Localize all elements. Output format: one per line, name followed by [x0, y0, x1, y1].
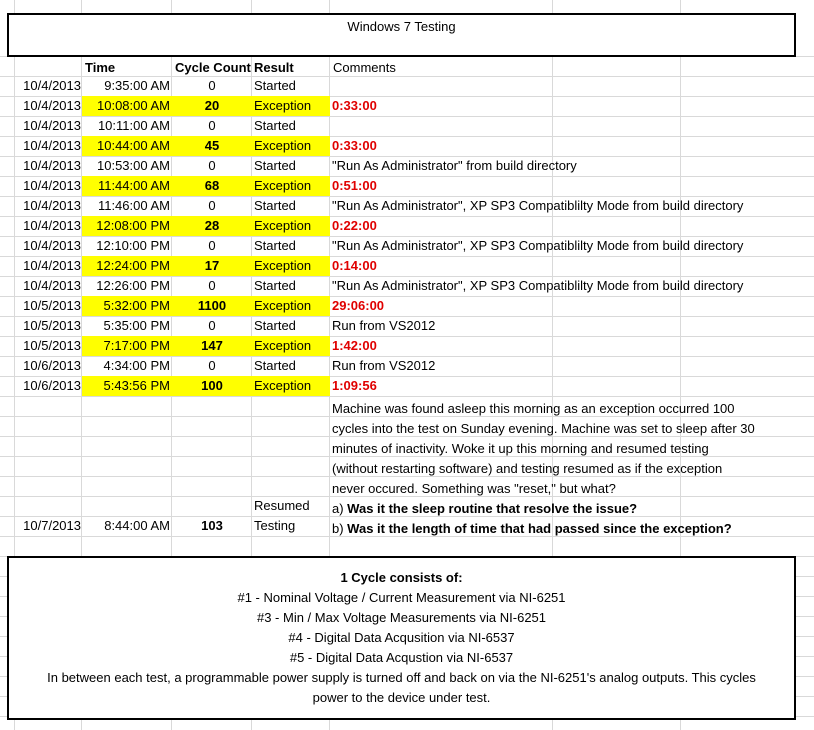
note-line: never occured. Something was "reset," but what?	[332, 481, 616, 496]
result-cell[interactable]: Started	[254, 158, 296, 173]
date-cell[interactable]: 10/4/2013	[23, 98, 81, 113]
date-cell[interactable]: 10/7/2013	[23, 518, 81, 533]
header-cycle-count[interactable]: Cycle Count	[175, 60, 251, 75]
table-row	[0, 376, 814, 396]
date-cell[interactable]: 10/4/2013	[23, 158, 81, 173]
time-cell[interactable]: 11:46:00 AM	[97, 198, 170, 213]
date-cell[interactable]: 10/4/2013	[23, 198, 81, 213]
cycle-count-cell[interactable]: 103	[201, 518, 223, 533]
comment-cell[interactable]: Run from VS2012	[332, 318, 436, 333]
result-cell[interactable]: Exception	[252, 176, 330, 196]
cycle-count-cell[interactable]: 68	[172, 176, 252, 196]
cycle-step: #4 - Digital Data Acqusition via NI-6537	[288, 630, 515, 645]
date-cell[interactable]: 10/5/2013	[23, 298, 81, 313]
cycle-info-footer: power to the device under test.	[312, 690, 491, 705]
cycle-count-cell[interactable]: 1100	[172, 296, 252, 316]
date-cell[interactable]: 10/4/2013	[23, 218, 81, 233]
time-cell[interactable]: 10:08:00 AM	[82, 96, 172, 116]
result-cell[interactable]: Testing	[254, 518, 296, 533]
comment-cell[interactable]: "Run As Administrator", XP SP3 Compatiblilty Mode from build directory	[332, 278, 744, 293]
date-cell[interactable]: 10/5/2013	[23, 338, 81, 353]
time-cell[interactable]: 4:34:00 PM	[103, 358, 170, 373]
result-cell[interactable]: Started	[254, 198, 296, 213]
cycle-count-cell[interactable]: 100	[172, 376, 252, 396]
date-cell[interactable]: 10/4/2013	[23, 138, 81, 153]
comment-cell[interactable]: Run from VS2012	[332, 358, 436, 373]
table-row	[0, 216, 814, 236]
comment-cell[interactable]: 29:06:00	[332, 298, 385, 313]
cycle-count-cell[interactable]: 0	[208, 278, 216, 293]
comment-cell[interactable]	[330, 76, 814, 96]
date-cell[interactable]: 10/6/2013	[23, 378, 81, 393]
table-row-resumed-label	[0, 496, 814, 516]
cycle-count-cell[interactable]: 0	[208, 318, 216, 333]
result-cell[interactable]: Started	[254, 118, 296, 133]
table-row	[0, 156, 814, 176]
comment-cell[interactable]: 0:14:00	[332, 258, 377, 273]
cycle-count-cell[interactable]: 0	[208, 158, 216, 173]
table-row	[0, 256, 814, 276]
note-line: minutes of inactivity. Woke it up this morning and resumed testing	[332, 441, 709, 456]
table-row	[0, 276, 814, 296]
time-cell[interactable]: 10:11:00 AM	[97, 118, 170, 133]
result-cell[interactable]: Exception	[252, 256, 330, 276]
header-result[interactable]: Result	[254, 60, 294, 75]
note-line: (without restarting software) and testing resumed as if the exception	[332, 461, 723, 476]
table-row	[0, 96, 814, 116]
comment-cell[interactable]: 0:51:00	[332, 178, 377, 193]
comment-cell[interactable]: 1:09:56	[332, 378, 377, 393]
comment-cell[interactable]	[330, 116, 814, 136]
note-line: Machine was found asleep this morning as an exception occurred 100	[332, 401, 735, 416]
cycle-count-cell[interactable]: 0	[208, 198, 216, 213]
table-row	[0, 76, 814, 96]
cycle-count-cell[interactable]: 0	[208, 78, 216, 93]
cycle-count-cell[interactable]: 0	[208, 358, 216, 373]
cycle-count-cell[interactable]: 147	[172, 336, 252, 356]
result-cell[interactable]: Exception	[252, 296, 330, 316]
cycle-step: #1 - Nominal Voltage / Current Measurement via NI-6251	[237, 590, 566, 605]
table-row	[0, 296, 814, 316]
table-row	[0, 316, 814, 336]
comment-cell[interactable]: 0:33:00	[332, 98, 377, 113]
cycle-count-cell[interactable]: 17	[172, 256, 252, 276]
table-row	[0, 356, 814, 376]
table-row	[0, 136, 814, 156]
cycle-count-cell[interactable]: 0	[208, 118, 216, 133]
cycle-info-footer: In between each test, a programmable power supply is turned off and back on via the NI-6251's analog outputs. This cycles	[47, 670, 756, 685]
comment-cell[interactable]: 0:22:00	[332, 218, 377, 233]
cycle-count-cell[interactable]: 0	[208, 238, 216, 253]
time-cell[interactable]: 7:17:00 PM	[82, 336, 172, 356]
cycle-count-cell[interactable]: 45	[172, 136, 252, 156]
comment-cell[interactable]: "Run As Administrator", XP SP3 Compatiblilty Mode from build directory	[332, 198, 744, 213]
table-row	[0, 196, 814, 216]
time-cell[interactable]: 10:53:00 AM	[97, 158, 170, 173]
result-cell[interactable]: Started	[254, 358, 296, 373]
result-cell[interactable]: Started	[254, 238, 296, 253]
table-row	[0, 116, 814, 136]
question-b-text: Was it the length of time that had passed since the exception?	[347, 521, 732, 536]
time-cell[interactable]: 5:35:00 PM	[103, 318, 170, 333]
header-comments[interactable]: Comments	[333, 60, 396, 75]
cycle-count-cell[interactable]: 28	[172, 216, 252, 236]
result-cell[interactable]: Started	[254, 318, 296, 333]
table-row	[0, 236, 814, 256]
question-a-prefix: a)	[332, 501, 348, 516]
comment-cell[interactable]: "Run As Administrator", XP SP3 Compatiblilty Mode from build directory	[332, 238, 744, 253]
date-cell[interactable]: 10/4/2013	[23, 178, 81, 193]
result-cell[interactable]: Exception	[252, 336, 330, 356]
cycle-count-cell[interactable]: 20	[172, 96, 252, 116]
table-row-last	[0, 516, 814, 536]
cycle-info-title: 1 Cycle consists of:	[340, 570, 463, 585]
question-a-text: Was it the sleep routine that resolve the issue?	[347, 501, 638, 516]
time-cell[interactable]: 8:44:00 AM	[104, 518, 170, 533]
title-box	[7, 13, 796, 57]
time-cell[interactable]: 5:43:56 PM	[82, 376, 172, 396]
comment-cell[interactable]: "Run As Administrator" from build directory	[332, 158, 577, 173]
time-cell[interactable]: 12:24:00 PM	[82, 256, 172, 276]
cycle-step: #5 - Digital Data Acqustion via NI-6537	[289, 650, 514, 665]
result-cell[interactable]: Resumed	[254, 498, 310, 513]
result-cell[interactable]: Exception	[252, 376, 330, 396]
date-cell[interactable]: 10/6/2013	[23, 358, 81, 373]
result-cell[interactable]: Exception	[252, 136, 330, 156]
time-cell[interactable]: 12:08:00 PM	[82, 216, 172, 236]
date-cell[interactable]: 10/4/2013	[23, 78, 81, 93]
header-time[interactable]: Time	[85, 60, 116, 75]
cycle-step: #3 - Min / Max Voltage Measurements via NI-6251	[256, 610, 547, 625]
time-cell[interactable]: 12:26:00 PM	[96, 278, 170, 293]
result-cell[interactable]: Started	[254, 78, 296, 93]
question-b-prefix: b)	[332, 521, 348, 536]
table-row	[0, 336, 814, 356]
date-cell[interactable]: 10/4/2013	[23, 118, 81, 133]
comment-cell[interactable]: 1:42:00	[332, 338, 377, 353]
date-cell[interactable]: 10/5/2013	[23, 318, 81, 333]
comment-cell[interactable]: 0:33:00	[332, 138, 377, 153]
sheet-title: Windows 7 Testing	[347, 19, 456, 34]
time-cell[interactable]: 9:35:00 AM	[104, 78, 170, 93]
time-cell[interactable]: 12:10:00 PM	[96, 238, 170, 253]
date-cell[interactable]: 10/4/2013	[23, 258, 81, 273]
time-cell[interactable]: 5:32:00 PM	[82, 296, 172, 316]
date-cell[interactable]: 10/4/2013	[23, 278, 81, 293]
grid-line	[0, 396, 814, 397]
result-cell[interactable]: Started	[254, 278, 296, 293]
note-line: cycles into the test on Sunday evening. Machine was set to sleep after 30	[332, 421, 755, 436]
table-row	[0, 176, 814, 196]
cycle-info-box	[7, 556, 796, 720]
result-cell[interactable]: Exception	[252, 96, 330, 116]
time-cell[interactable]: 10:44:00 AM	[82, 136, 172, 156]
date-cell[interactable]: 10/4/2013	[23, 238, 81, 253]
result-cell[interactable]: Exception	[252, 216, 330, 236]
time-cell[interactable]: 11:44:00 AM	[82, 176, 172, 196]
